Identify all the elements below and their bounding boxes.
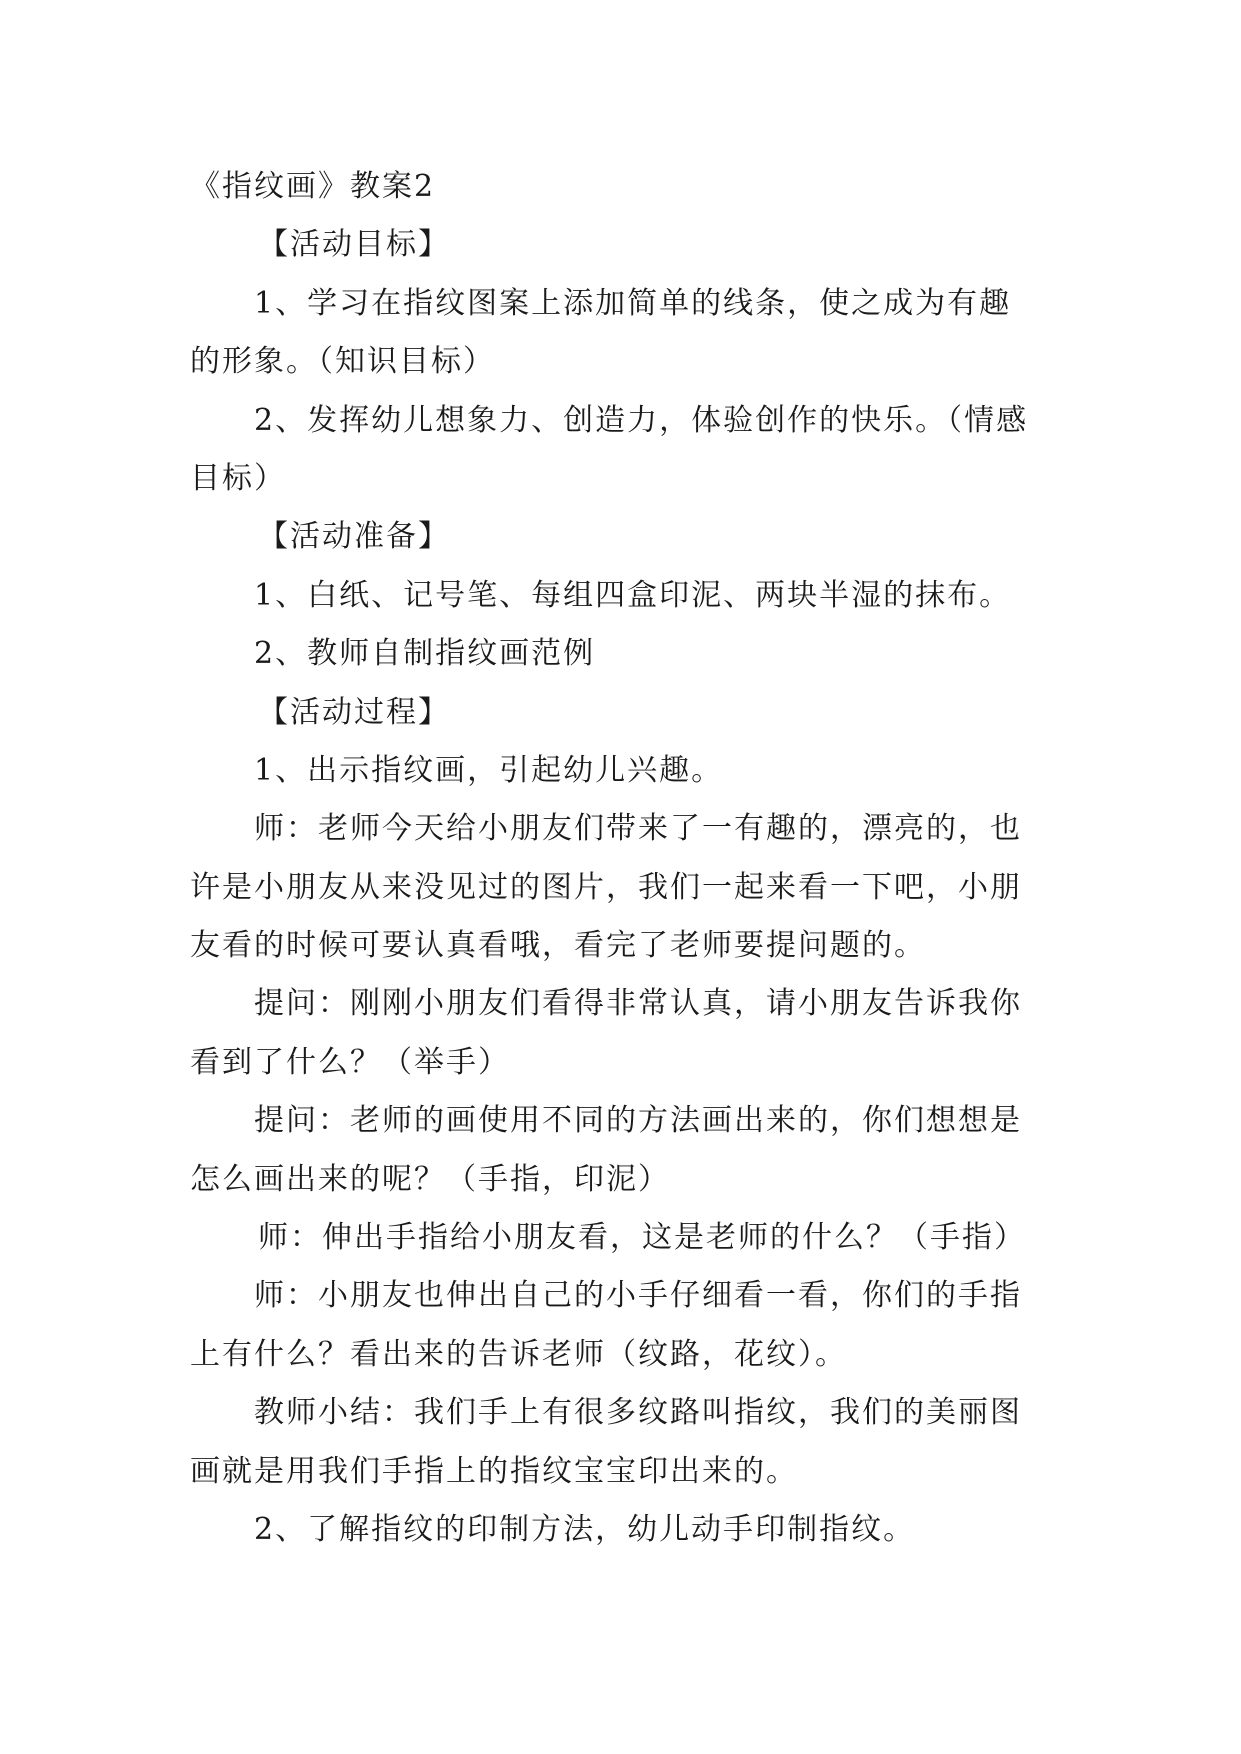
paragraph-line: 看到了什么？（举手） bbox=[190, 1044, 510, 1080]
paragraph-line: 上有什么？看出来的告诉老师（纹路，花纹）。 bbox=[190, 1336, 847, 1372]
paragraph-line: 许是小朋友从来没见过的图片，我们一起来看一下吧，小朋 bbox=[190, 869, 1022, 905]
paragraph-line: 教师小结：我们手上有很多纹路叫指纹，我们的美丽图 bbox=[254, 1395, 1022, 1431]
section-heading-activity-preparation: 【活动准备】 bbox=[258, 519, 450, 555]
paragraph-line: 2、教师自制指纹画范例 bbox=[254, 636, 596, 672]
paragraph-line: 目标） bbox=[190, 460, 286, 496]
paragraph-line: 1、白纸、记号笔、每组四盒印泥、两块半湿的抹布。 bbox=[254, 577, 1012, 613]
paragraph-line: 2、了解指纹的印制方法，幼儿动手印制指纹。 bbox=[254, 1511, 916, 1547]
section-heading-activity-goals: 【活动目标】 bbox=[258, 227, 450, 263]
paragraph-line: 1、出示指纹画，引起幼儿兴趣。 bbox=[254, 752, 724, 788]
paragraph-line: 师：小朋友也伸出自己的小手仔细看一看，你们的手指 bbox=[254, 1278, 1022, 1314]
paragraph-line: 2、发挥幼儿想象力、创造力，体验创作的快乐。（情感 bbox=[254, 402, 1029, 438]
paragraph-line: 师：老师今天给小朋友们带来了一有趣的，漂亮的，也 bbox=[254, 811, 1022, 847]
paragraph-line: 友看的时候可要认真看哦，看完了老师要提问题的。 bbox=[190, 928, 926, 964]
section-heading-activity-process: 【活动过程】 bbox=[258, 694, 450, 730]
paragraph-line: 师：伸出手指给小朋友看，这是老师的什么？（手指） bbox=[258, 1220, 1026, 1256]
document-body bbox=[190, 158, 1052, 1559]
paragraph-line: 1、学习在指纹图案上添加简单的线条，使之成为有趣 bbox=[254, 285, 1012, 321]
paragraph-line: 怎么画出来的呢？（手指，印泥） bbox=[190, 1161, 670, 1197]
paragraph-line: 提问：老师的画使用不同的方法画出来的，你们想想是 bbox=[254, 1103, 1022, 1139]
paragraph-line: 画就是用我们手指上的指纹宝宝印出来的。 bbox=[190, 1453, 798, 1489]
document-title: 《指纹画》教案2 bbox=[190, 169, 436, 204]
paragraph-line: 的形象。（知识目标） bbox=[190, 344, 495, 380]
paragraph-line: 提问：刚刚小朋友们看得非常认真，请小朋友告诉我你 bbox=[254, 986, 1022, 1022]
